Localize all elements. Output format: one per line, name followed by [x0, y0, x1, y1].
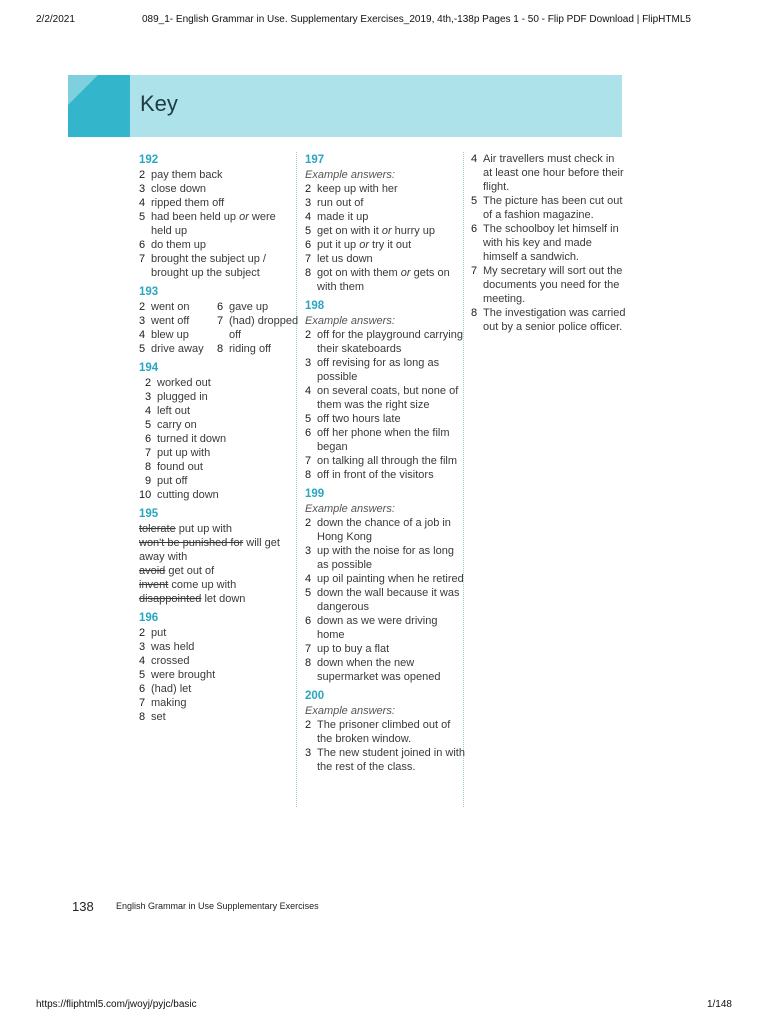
answer-item: 6 turned it down [145, 433, 227, 445]
answer-item: 8 set [139, 711, 166, 723]
exercise-193 [139, 300, 299, 356]
book-title: English Grammar in Use Supplementary Exercises [116, 901, 319, 911]
answer-item: 6 do them up [139, 239, 207, 251]
answer-item: 6 off her phone when the film began [305, 427, 450, 453]
answer-item: 6 put it up or try it out [305, 239, 412, 251]
answer-item: 7 (had) dropped off [217, 315, 299, 341]
answer-item: 5 drive away [139, 343, 204, 355]
print-page-count: 1/148 [706, 999, 732, 1010]
exercise-197 [305, 182, 465, 294]
answer-line: won't be punished for will get away with [139, 537, 280, 563]
print-date: 2/2/2021 [36, 14, 75, 25]
answer-item: 3 went off [139, 315, 190, 327]
answer-item: 2 put [139, 627, 167, 639]
answer-item: 2 off for the playground carrying their skateboards [305, 329, 463, 355]
answer-item: 5 The picture has been cut out of a fashion magazine. [471, 195, 623, 221]
answer-item: 6 down as we were driving home [305, 615, 438, 641]
exercise-199 [305, 516, 465, 684]
answer-item: 4 Air travellers must check in at least one hour before their flight. [471, 153, 624, 193]
answer-item: 7 brought the subject up / brought up the subject [139, 253, 266, 279]
page-title: Key [140, 91, 178, 116]
answer-line: avoid get out of [139, 565, 215, 577]
exercise-number: 196 [139, 612, 159, 624]
answer-item: 3 was held [139, 641, 195, 653]
key-banner [68, 75, 622, 137]
answer-column-1 [139, 152, 299, 724]
exercise-number: 197 [305, 154, 325, 166]
exercise-number: 198 [305, 300, 325, 312]
answer-item: 5 down the wall because it was dangerous [305, 587, 460, 613]
answer-item: 4 crossed [139, 655, 190, 667]
answer-item: 3 off revising for as long as possible [305, 357, 440, 383]
exercise-number: 194 [139, 362, 159, 374]
answer-item: 8 off in front of the visitors [305, 469, 434, 481]
print-url: https://fliphtml5.com/jwoyj/pyjc/basic [36, 999, 197, 1010]
answer-item: 5 were brought [139, 669, 216, 681]
answer-item: 6 gave up [217, 301, 269, 313]
exercise-number: 199 [305, 488, 325, 500]
answer-item: 5 get on with it or hurry up [305, 225, 436, 237]
exercise-number: 195 [139, 508, 159, 520]
exercise-number: 192 [139, 154, 159, 166]
answer-item: 7 making [139, 697, 187, 709]
exercise-subtitle: Example answers: [305, 315, 395, 327]
answer-item: 7 let us down [305, 253, 373, 265]
answer-item: 5 had been held up or were held up [139, 211, 276, 237]
answer-item: 4 up oil painting when he retired [305, 573, 464, 585]
answer-item: 6 (had) let [139, 683, 192, 695]
answer-item: 3 up with the noise for as long as possible [305, 545, 454, 571]
answer-item: 8 got on with them or gets on with them [305, 267, 450, 293]
answer-item: 7 on talking all through the film [305, 455, 458, 467]
exercise-196 [139, 626, 289, 724]
answer-item: 10 cutting down [139, 489, 219, 501]
answer-item: 8 riding off [217, 343, 271, 355]
exercise-194 [139, 376, 289, 502]
answer-item: 4 blew up [139, 329, 189, 341]
answer-item: 4 left out [145, 405, 191, 417]
answer-item: 2 worked out [145, 377, 211, 389]
answer-item: 8 down when the new supermarket was opened [305, 657, 441, 683]
print-title: 089_1- English Grammar in Use. Supplementary Exercises_2019, 4th,-138p Pages 1 - 50 - Flip PDF Download | FlipHTML5 [142, 14, 691, 25]
answer-line: invent come up with [139, 579, 237, 591]
answer-item: 6 The schoolboy let himself in with his key and made himself a sandwich. [471, 223, 619, 263]
answer-item: 2 The prisoner climbed out of the broken window. [305, 719, 451, 745]
exercise-195 [139, 522, 289, 606]
answer-item: 2 down the chance of a job in Hong Kong [305, 517, 451, 543]
answer-item: 2 pay them back [139, 169, 223, 181]
answer-item: 3 plugged in [145, 391, 208, 403]
answer-item: 8 The investigation was carried out by a senior police officer. [471, 307, 626, 333]
answer-line: tolerate put up with [139, 523, 232, 535]
answer-item: 2 keep up with her [305, 183, 398, 195]
answer-item: 5 carry on [145, 419, 197, 431]
answer-item: 7 up to buy a flat [305, 643, 390, 655]
answer-item: 2 went on [139, 301, 190, 313]
answer-column-2 [305, 152, 465, 774]
answer-item: 7 My secretary will sort out the documents you need for the meeting. [471, 265, 623, 305]
answer-item: 3 run out of [305, 197, 364, 209]
exercise-subtitle: Example answers: [305, 169, 395, 181]
exercise-subtitle: Example answers: [305, 503, 395, 515]
answer-item: 9 put off [145, 475, 188, 487]
exercise-192 [139, 168, 289, 280]
answer-item: 7 put up with [145, 447, 211, 459]
answer-item: 3 close down [139, 183, 207, 195]
key-tab-decoration [68, 75, 130, 137]
answer-item: 4 made it up [305, 211, 369, 223]
answer-item: 5 off two hours late [305, 413, 401, 425]
answer-item: 8 found out [145, 461, 203, 473]
answer-line: disappointed let down [139, 593, 246, 605]
exercise-number: 200 [305, 690, 325, 702]
page-number: 138 [72, 899, 94, 914]
answer-item: 4 on several coats, but none of them was the right size [305, 385, 459, 411]
exercise-200 [305, 718, 465, 774]
answer-item: 3 The new student joined in with the rest of the class. [305, 747, 465, 773]
exercise-198 [305, 328, 465, 482]
column-divider [296, 152, 297, 807]
exercise-number: 193 [139, 286, 159, 298]
answer-item: 4 ripped them off [139, 197, 225, 209]
exercise-subtitle: Example answers: [305, 705, 395, 717]
answer-column-3 [471, 152, 626, 334]
